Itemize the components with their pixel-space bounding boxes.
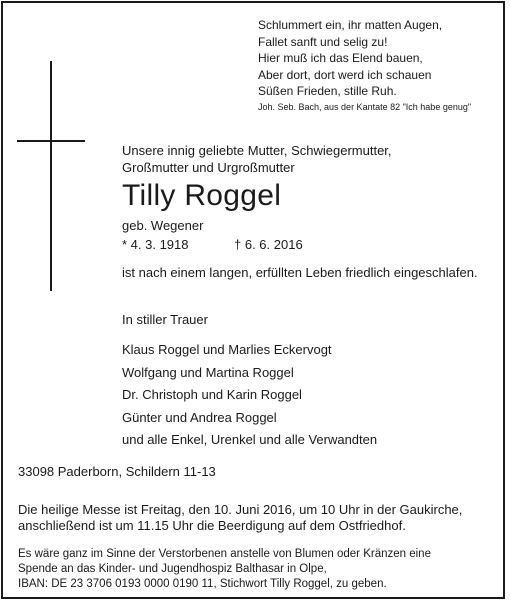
obituary-notice: [1, 1, 505, 599]
mourner: und alle Enkel, Urenkel und alle Verwandten: [122, 432, 378, 447]
address: 33098 Paderborn, Schildern 11-13: [18, 464, 216, 479]
maiden-name: geb. Wegener: [122, 218, 204, 233]
service-info: [18, 502, 498, 534]
service-line: Die heilige Messe ist Freitag, den 10. Juni 2016, um 10 Uhr in der Gaukirche,: [18, 502, 463, 517]
cross-horizontal-bar: [17, 140, 85, 142]
mourners-list: [122, 339, 377, 452]
donation-line: Es wäre ganz im Sinne der Verstorbenen anstelle von Blumen oder Kränzen eine: [18, 548, 431, 560]
cross-vertical-bar: [50, 61, 52, 291]
deceased-name: Tilly Roggel: [122, 179, 282, 212]
donation-info: [18, 547, 500, 592]
mourner: Dr. Christoph und Karin Roggel: [122, 387, 302, 402]
donation-line: IBAN: DE 23 3706 0193 0000 0190 11, Stichwort Tilly Roggel, zu geben.: [18, 578, 387, 590]
birth-date: * 4. 3. 1918: [122, 237, 189, 252]
intro-text: [122, 142, 392, 176]
mourner: Klaus Roggel und Marlies Eckervogt: [122, 342, 332, 357]
service-line: anschließend ist um 11.15 Uhr die Beerdigung auf dem Ostfriedhof.: [18, 518, 406, 533]
mourner: Wolfgang und Martina Roggel: [122, 364, 294, 380]
poem-source: Joh. Seb. Bach, aus der Kantate 82 "Ich habe genug": [258, 102, 472, 112]
death-date: † 6. 6. 2016: [234, 237, 303, 252]
poem-line: Hier muß ich das Elend bauen,: [258, 51, 423, 65]
bach-poem: [258, 17, 442, 100]
passing-text: ist nach einem langen, erfüllten Leben friedlich eingeschlafen.: [122, 265, 478, 280]
intro-line: Großmutter und Urgroßmutter: [122, 160, 295, 175]
poem-line: Fallet sanft und selig zu!: [258, 34, 388, 49]
mourner: Günter und Andrea Roggel: [122, 409, 277, 425]
poem-line: Süßen Frieden, stille Ruh.: [258, 84, 397, 98]
poem-line: Aber dort, dort werd ich schauen: [258, 67, 432, 82]
donation-line: Spende an das Kinder- und Jugendhospiz Balthasar in Olpe,: [18, 563, 327, 575]
mourning-label: In stiller Trauer: [122, 312, 208, 327]
poem-line: Schlummert ein, ihr matten Augen,: [258, 18, 443, 32]
intro-line: Unsere innig geliebte Mutter, Schwiegermutter,: [122, 143, 392, 158]
